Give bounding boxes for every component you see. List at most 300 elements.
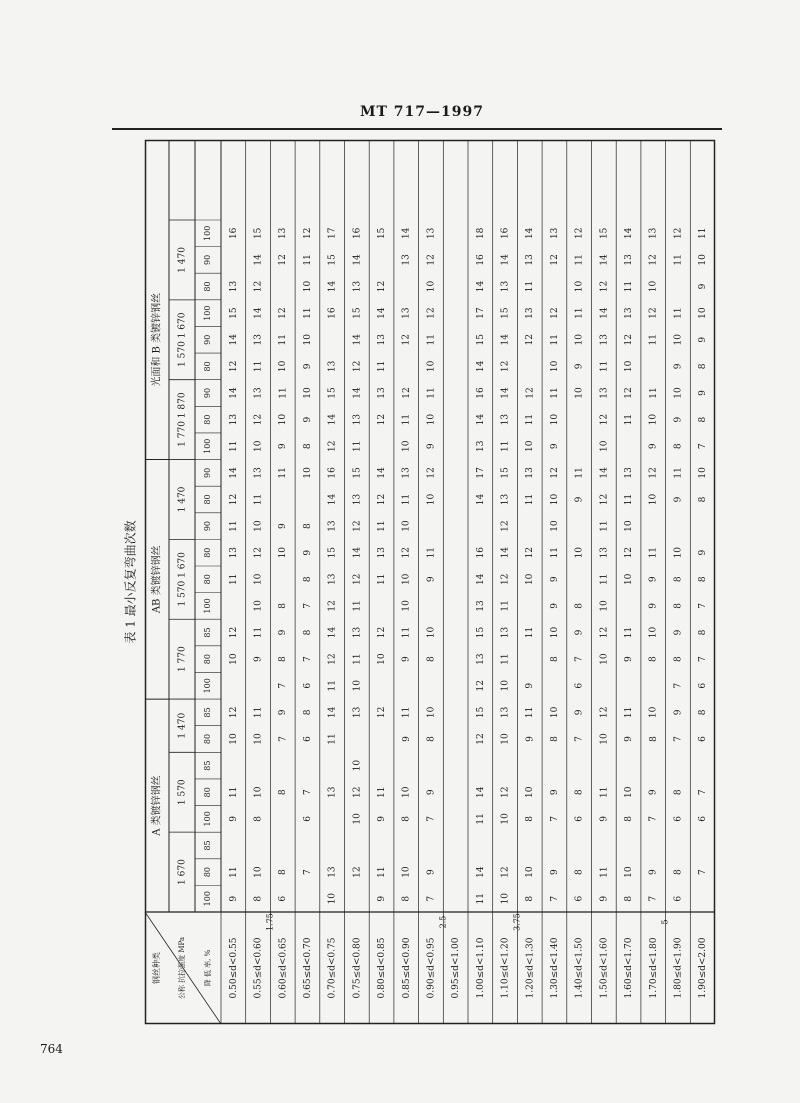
reduction-label: 100 bbox=[203, 225, 212, 241]
bend-count-value: 9 bbox=[673, 416, 684, 423]
bend-count-value: 12 bbox=[401, 387, 412, 399]
bend-count-value: 8 bbox=[574, 603, 585, 609]
bend-count-value: 9 bbox=[648, 603, 659, 609]
bend-count-value: 10 bbox=[624, 573, 635, 586]
reduction-label: 90 bbox=[203, 254, 212, 266]
bend-count-value: 12 bbox=[500, 573, 511, 586]
bend-count-value: 14 bbox=[377, 307, 388, 319]
bend-count-value: 13 bbox=[475, 440, 486, 452]
strength-label: 1 570 bbox=[177, 779, 188, 806]
bend-count-value: 11 bbox=[698, 227, 709, 240]
bend-count-value: 11 bbox=[228, 520, 239, 532]
bend-count-value: 11 bbox=[302, 307, 313, 319]
bend-count-value: 6 bbox=[302, 815, 313, 822]
bend-count-value: 13 bbox=[624, 307, 635, 319]
diameter-label: 0.70≤d<0.75 bbox=[327, 937, 338, 999]
bend-count-value: 9 bbox=[673, 629, 684, 636]
bend-count-value: 10 bbox=[574, 387, 585, 399]
bend-count-value: 9 bbox=[426, 789, 437, 796]
bend-count-value: 12 bbox=[500, 866, 511, 878]
bend-count-value: 11 bbox=[624, 280, 635, 293]
reduction-label: 80 bbox=[203, 494, 212, 505]
bend-count-value: 12 bbox=[377, 413, 388, 426]
bend-count-value: 7 bbox=[302, 869, 313, 875]
page-header bbox=[0, 104, 800, 128]
bend-count-value: 7 bbox=[698, 443, 709, 450]
bend-count-value: 7 bbox=[278, 736, 289, 742]
bend-count-value: 9 bbox=[574, 709, 585, 716]
bend-count-value: 9 bbox=[525, 736, 536, 742]
bend-count-value: 14 bbox=[327, 280, 338, 293]
bend-count-value: 14 bbox=[599, 307, 610, 319]
corner-reduction: 降 低 率, % bbox=[204, 949, 212, 987]
bend-count-value: 11 bbox=[549, 387, 560, 399]
bend-count-value: 11 bbox=[599, 360, 610, 373]
bend-radius-label: 2.5 bbox=[438, 915, 448, 929]
bend-count-value: 12 bbox=[599, 413, 610, 426]
bend-count-value: 8 bbox=[673, 576, 684, 583]
bend-count-value: 11 bbox=[599, 866, 610, 878]
corner-tensile: 公称 抗拉强度 MPa bbox=[178, 936, 186, 1000]
bend-count-value: 15 bbox=[327, 387, 338, 399]
bend-count-value: 8 bbox=[302, 709, 313, 716]
bend-count-value: 9 bbox=[648, 443, 659, 450]
reduction-label: 80 bbox=[203, 787, 212, 798]
bend-count-value: 12 bbox=[228, 626, 239, 639]
bend-count-value: 9 bbox=[549, 576, 560, 583]
diameter-label: 0.60≤d<0.65 bbox=[278, 937, 289, 999]
standard-code: MT 717—1997 bbox=[360, 104, 484, 120]
bend-count-value: 14 bbox=[327, 706, 338, 719]
bend-count-value: 6 bbox=[574, 682, 585, 689]
page-number: 764 bbox=[40, 1042, 63, 1056]
bend-count-value: 7 bbox=[698, 789, 709, 796]
bend-count-value: 11 bbox=[648, 387, 659, 399]
bend-count-value: 14 bbox=[475, 866, 486, 878]
bend-count-value: 10 bbox=[574, 334, 585, 346]
bend-count-value: 14 bbox=[624, 227, 635, 240]
bend-count-value: 10 bbox=[253, 520, 264, 532]
bend-count-value: 8 bbox=[549, 736, 560, 742]
bend-count-value: 11 bbox=[426, 546, 437, 559]
bend-count-value: 10 bbox=[426, 626, 437, 639]
bend-count-value: 14 bbox=[352, 546, 363, 559]
bend-count-value: 15 bbox=[352, 467, 363, 479]
bend-count-value: 11 bbox=[302, 254, 313, 266]
bend-count-value: 9 bbox=[278, 629, 289, 636]
bend-count-value: 9 bbox=[599, 815, 610, 822]
bend-count-value: 10 bbox=[698, 467, 709, 479]
bend-count-value: 7 bbox=[426, 815, 437, 822]
bend-count-value: 8 bbox=[278, 869, 289, 875]
bend-count-value: 16 bbox=[327, 467, 338, 479]
bend-count-value: 7 bbox=[673, 736, 684, 742]
bend-count-value: 10 bbox=[278, 360, 289, 373]
bend-count-value: 13 bbox=[500, 493, 511, 506]
bend-count-value: 7 bbox=[698, 869, 709, 875]
bend-count-value: 10 bbox=[253, 440, 264, 452]
bend-count-value: 9 bbox=[549, 869, 560, 875]
bend-count-value: 10 bbox=[401, 786, 412, 798]
bend-count-value: 9 bbox=[624, 736, 635, 742]
bend-count-value: 11 bbox=[253, 706, 264, 719]
reduction-label: 100 bbox=[203, 811, 212, 827]
bend-count-value: 9 bbox=[624, 656, 635, 663]
bend-count-value: 8 bbox=[278, 603, 289, 609]
bend-count-value: 12 bbox=[352, 786, 363, 798]
bend-count-value: 10 bbox=[599, 440, 610, 452]
bend-count-value: 15 bbox=[599, 227, 610, 240]
reduction-label: 80 bbox=[203, 866, 212, 878]
bend-count-value: 14 bbox=[352, 334, 363, 346]
bend-count-value: 10 bbox=[302, 334, 313, 346]
bend-count-value: 12 bbox=[549, 467, 560, 479]
diameter-label: 0.65≤d<0.70 bbox=[302, 937, 313, 999]
bend-count-value: 16 bbox=[352, 227, 363, 240]
bend-count-value: 9 bbox=[698, 336, 709, 343]
bend-count-value: 9 bbox=[673, 496, 684, 503]
bend-count-value: 6 bbox=[574, 815, 585, 822]
bend-count-value: 9 bbox=[302, 363, 313, 370]
bend-count-value: 11 bbox=[278, 387, 289, 399]
reduction-label: 85 bbox=[203, 627, 212, 638]
bend-count-value: 8 bbox=[698, 363, 709, 370]
bend-count-value: 15 bbox=[327, 254, 338, 266]
bend-count-value: 10 bbox=[377, 653, 388, 665]
bend-count-value: 14 bbox=[475, 280, 486, 293]
bend-count-value: 9 bbox=[574, 629, 585, 636]
bend-count-value: 11 bbox=[500, 653, 511, 665]
bend-count-value: 10 bbox=[624, 360, 635, 373]
bend-count-value: 11 bbox=[377, 866, 388, 878]
bend-count-value: 11 bbox=[327, 680, 338, 692]
reduction-label: 100 bbox=[203, 678, 212, 694]
bend-count-value: 6 bbox=[278, 895, 289, 902]
strength-label: 1 470 bbox=[177, 247, 188, 273]
bend-count-value: 11 bbox=[673, 254, 684, 266]
bend-count-value: 10 bbox=[426, 280, 437, 293]
bend-count-value: 12 bbox=[599, 706, 610, 719]
bend-count-value: 11 bbox=[377, 573, 388, 586]
bend-count-value: 11 bbox=[525, 706, 536, 719]
diameter-label: 0.75≤d<0.80 bbox=[352, 937, 363, 999]
bend-count-value: 14 bbox=[327, 493, 338, 506]
bend-count-value: 11 bbox=[377, 786, 388, 798]
bend-count-value: 10 bbox=[673, 387, 684, 399]
bend-count-value: 6 bbox=[698, 815, 709, 822]
reduction-label: 80 bbox=[203, 281, 212, 292]
bend-count-value: 11 bbox=[228, 573, 239, 586]
bend-count-value: 9 bbox=[574, 363, 585, 370]
diameter-label: 1.80≤d<1.90 bbox=[673, 937, 684, 999]
bend-radius-label: 5 bbox=[660, 919, 670, 925]
bend-count-value: 12 bbox=[475, 733, 486, 745]
diameter-label: 1.70≤d<1.80 bbox=[648, 937, 659, 999]
bend-count-value: 12 bbox=[352, 573, 363, 586]
header-rule bbox=[112, 128, 722, 130]
reduction-label: 80 bbox=[203, 361, 212, 372]
bend-count-value: 10 bbox=[624, 786, 635, 798]
bend-count-value: 9 bbox=[525, 682, 536, 689]
diameter-label: 1.20≤d<1.30 bbox=[525, 937, 536, 999]
diameter-label: 1.40≤d<1.50 bbox=[574, 937, 585, 999]
bend-count-value: 10 bbox=[426, 413, 437, 426]
bend-count-value: 14 bbox=[475, 786, 486, 798]
bend-count-value: 14 bbox=[500, 387, 511, 399]
bend-count-value: 12 bbox=[549, 307, 560, 319]
bend-count-value: 9 bbox=[549, 443, 560, 450]
bend-count-value: 11 bbox=[525, 493, 536, 506]
bend-count-value: 8 bbox=[525, 815, 536, 822]
bend-count-value: 11 bbox=[475, 892, 486, 905]
bend-count-value: 12 bbox=[599, 280, 610, 293]
bend-count-value: 12 bbox=[253, 546, 264, 559]
wire-group-label: 光面和 B 类镀锌钢丝 bbox=[151, 292, 163, 387]
bend-count-value: 10 bbox=[426, 360, 437, 373]
bend-count-value: 13 bbox=[525, 254, 536, 266]
bend-count-value: 8 bbox=[253, 815, 264, 822]
bend-count-value: 12 bbox=[278, 254, 289, 266]
bend-count-value: 9 bbox=[228, 815, 239, 822]
bend-count-value: 12 bbox=[426, 254, 437, 266]
bend-count-value: 11 bbox=[253, 626, 264, 639]
table-caption: 表 1 最小反复弯曲次数 bbox=[123, 520, 138, 644]
bend-count-value: 9 bbox=[599, 895, 610, 902]
bend-count-value: 15 bbox=[475, 626, 486, 639]
bend-count-value: 13 bbox=[327, 866, 338, 878]
bend-count-value: 12 bbox=[352, 520, 363, 532]
bend-count-value: 14 bbox=[475, 493, 486, 506]
bend-count-value: 7 bbox=[549, 815, 560, 822]
bend-count-value: 11 bbox=[549, 334, 560, 346]
bend-count-value: 13 bbox=[377, 546, 388, 559]
bend-count-value: 11 bbox=[673, 467, 684, 479]
bend-count-value: 11 bbox=[253, 493, 264, 506]
bend-count-value: 6 bbox=[302, 682, 313, 689]
bend-count-value: 12 bbox=[327, 600, 338, 612]
bend-count-value: 11 bbox=[624, 413, 635, 426]
diameter-label: 0.50≤d<0.55 bbox=[228, 937, 239, 999]
bend-count-value: 10 bbox=[302, 467, 313, 479]
bend-count-value: 11 bbox=[426, 334, 437, 346]
bend-count-value: 13 bbox=[352, 493, 363, 506]
bend-count-value: 8 bbox=[673, 603, 684, 609]
bend-count-value: 10 bbox=[574, 280, 585, 293]
bend-count-value: 14 bbox=[475, 573, 486, 586]
bend-count-value: 10 bbox=[327, 892, 338, 905]
bend-count-value: 11 bbox=[525, 280, 536, 293]
bend-count-value: 14 bbox=[228, 387, 239, 399]
diameter-label: 0.80≤d<0.85 bbox=[377, 937, 388, 999]
bend-count-value: 9 bbox=[426, 869, 437, 875]
bend-count-value: 9 bbox=[698, 549, 709, 556]
bend-count-value: 9 bbox=[574, 496, 585, 503]
bend-count-value: 14 bbox=[599, 467, 610, 479]
bend-count-value: 9 bbox=[698, 283, 709, 290]
bend-count-value: 12 bbox=[574, 227, 585, 240]
bend-count-value: 12 bbox=[327, 440, 338, 452]
bend-count-value: 13 bbox=[253, 467, 264, 479]
bend-count-value: 13 bbox=[352, 626, 363, 639]
bend-count-value: 9 bbox=[278, 709, 289, 716]
reduction-label: 90 bbox=[203, 467, 212, 478]
reduction-label: 90 bbox=[203, 520, 212, 532]
bend-count-value: 12 bbox=[525, 334, 536, 346]
bend-count-value: 11 bbox=[525, 626, 536, 639]
bend-count-value: 10 bbox=[278, 413, 289, 426]
bend-count-value: 15 bbox=[253, 227, 264, 240]
bend-count-value: 14 bbox=[352, 254, 363, 266]
strength-label: 1 770 1 870 bbox=[177, 392, 188, 447]
bend-count-value: 7 bbox=[648, 895, 659, 902]
bend-count-value: 13 bbox=[500, 706, 511, 719]
bend-count-value: 10 bbox=[599, 653, 610, 665]
bend-count-value: 14 bbox=[228, 334, 239, 346]
bend-count-value: 10 bbox=[401, 600, 412, 612]
bend-count-value: 12 bbox=[624, 334, 635, 346]
bend-count-value: 6 bbox=[673, 815, 684, 822]
bend-count-value: 12 bbox=[352, 360, 363, 373]
reduction-label: 100 bbox=[203, 305, 212, 321]
bend-count-value: 13 bbox=[253, 334, 264, 346]
bend-count-value: 15 bbox=[500, 467, 511, 479]
bend-count-value: 10 bbox=[253, 733, 264, 745]
bend-count-value: 11 bbox=[228, 866, 239, 878]
bend-count-value: 10 bbox=[525, 573, 536, 586]
bend-count-value: 9 bbox=[278, 523, 289, 529]
bend-count-value: 8 bbox=[278, 789, 289, 796]
bend-count-value: 10 bbox=[500, 892, 511, 905]
bend-count-value: 11 bbox=[525, 413, 536, 426]
bend-count-value: 15 bbox=[377, 227, 388, 240]
bend-count-value: 16 bbox=[228, 227, 239, 240]
bend-count-value: 12 bbox=[426, 467, 437, 479]
bend-count-value: 10 bbox=[253, 866, 264, 878]
bend-count-value: 8 bbox=[698, 709, 709, 716]
bend-count-value: 9 bbox=[648, 789, 659, 796]
bend-count-value: 12 bbox=[500, 786, 511, 798]
bend-count-value: 15 bbox=[475, 334, 486, 346]
bend-count-value: 9 bbox=[401, 656, 412, 663]
bend-count-value: 13 bbox=[327, 360, 338, 373]
bend-count-value: 10 bbox=[673, 546, 684, 559]
strength-label: 1 770 bbox=[177, 646, 188, 673]
bend-count-value: 8 bbox=[698, 416, 709, 423]
bend-count-value: 10 bbox=[698, 307, 709, 319]
bend-radius-label: 3.75 bbox=[512, 913, 522, 931]
corner-wire-type: 钢丝种类 bbox=[152, 952, 161, 984]
bend-count-value: 10 bbox=[302, 387, 313, 399]
bend-count-value: 14 bbox=[525, 227, 536, 240]
bend-count-value: 17 bbox=[327, 227, 338, 240]
bend-count-value: 7 bbox=[574, 656, 585, 663]
bend-count-value: 8 bbox=[278, 656, 289, 663]
bend-count-value: 10 bbox=[525, 786, 536, 798]
bend-count-value: 11 bbox=[278, 334, 289, 346]
bend-count-value: 11 bbox=[352, 440, 363, 452]
bend-count-value: 8 bbox=[648, 736, 659, 742]
bend-count-value: 10 bbox=[549, 493, 560, 506]
bend-count-value: 6 bbox=[698, 682, 709, 689]
bend-count-value: 9 bbox=[698, 390, 709, 396]
bend-count-value: 11 bbox=[549, 546, 560, 559]
bend-count-value: 13 bbox=[228, 280, 239, 293]
bend-count-value: 10 bbox=[648, 280, 659, 293]
bend-count-value: 13 bbox=[624, 467, 635, 479]
bend-count-value: 14 bbox=[253, 254, 264, 266]
bend-count-value: 10 bbox=[278, 546, 289, 559]
bend-count-value: 12 bbox=[401, 334, 412, 346]
bend-count-value: 13 bbox=[426, 227, 437, 240]
bend-count-value: 10 bbox=[500, 813, 511, 825]
bend-count-value: 9 bbox=[549, 789, 560, 796]
bend-count-value: 10 bbox=[253, 600, 264, 612]
bend-count-value: 9 bbox=[302, 416, 313, 423]
bend-count-value: 7 bbox=[648, 815, 659, 822]
bend-count-value: 11 bbox=[574, 254, 585, 266]
bend-count-value: 13 bbox=[475, 653, 486, 665]
bend-count-value: 9 bbox=[648, 576, 659, 583]
bend-count-value: 12 bbox=[475, 680, 486, 692]
wire-group-label: A 类镀锌钢丝 bbox=[151, 775, 163, 836]
bend-count-value: 11 bbox=[228, 440, 239, 452]
bend-count-value: 10 bbox=[549, 360, 560, 373]
bend-count-value: 9 bbox=[377, 815, 388, 822]
bend-count-value: 13 bbox=[228, 413, 239, 426]
diameter-label: 1.60≤d<1.70 bbox=[624, 937, 635, 999]
bend-count-value: 8 bbox=[624, 815, 635, 822]
bend-count-value: 10 bbox=[624, 520, 635, 532]
bend-count-value: 10 bbox=[549, 413, 560, 426]
bend-count-value: 8 bbox=[574, 789, 585, 796]
bend-count-value: 13 bbox=[327, 786, 338, 798]
reduction-label: 90 bbox=[203, 387, 212, 399]
bend-count-value: 12 bbox=[228, 706, 239, 719]
bend-count-value: 12 bbox=[599, 626, 610, 639]
bend-count-value: 13 bbox=[253, 387, 264, 399]
bend-count-value: 10 bbox=[599, 733, 610, 745]
bend-count-value: 13 bbox=[599, 334, 610, 346]
bend-count-value: 14 bbox=[475, 360, 486, 373]
bend-count-value: 13 bbox=[500, 626, 511, 639]
bend-count-value: 7 bbox=[574, 736, 585, 742]
bend-count-value: 12 bbox=[228, 493, 239, 506]
bend-count-value: 13 bbox=[599, 546, 610, 559]
bend-count-value: 12 bbox=[525, 546, 536, 559]
bend-count-value: 8 bbox=[624, 895, 635, 902]
bend-count-value: 12 bbox=[525, 387, 536, 399]
bend-count-value: 15 bbox=[228, 307, 239, 319]
bend-count-value: 7 bbox=[673, 682, 684, 689]
bend-count-value: 13 bbox=[624, 254, 635, 266]
bend-count-value: 15 bbox=[475, 706, 486, 719]
bend-count-value: 11 bbox=[624, 493, 635, 506]
bend-count-value: 13 bbox=[327, 573, 338, 586]
bend-count-value: 7 bbox=[426, 895, 437, 902]
bend-count-value: 7 bbox=[698, 603, 709, 609]
bend-count-value: 9 bbox=[549, 603, 560, 609]
bend-count-value: 12 bbox=[549, 254, 560, 266]
bend-count-value: 12 bbox=[624, 546, 635, 559]
bend-count-value: 17 bbox=[475, 467, 486, 479]
diameter-label: 1.90≤d<2.00 bbox=[698, 937, 709, 999]
diameter-label: 1.00≤d<1.10 bbox=[475, 937, 486, 999]
bend-count-value: 12 bbox=[426, 307, 437, 319]
bend-count-value: 7 bbox=[698, 656, 709, 663]
reduction-label: 90 bbox=[203, 334, 212, 345]
bend-count-value: 6 bbox=[302, 736, 313, 742]
bend-count-value: 12 bbox=[228, 360, 239, 373]
